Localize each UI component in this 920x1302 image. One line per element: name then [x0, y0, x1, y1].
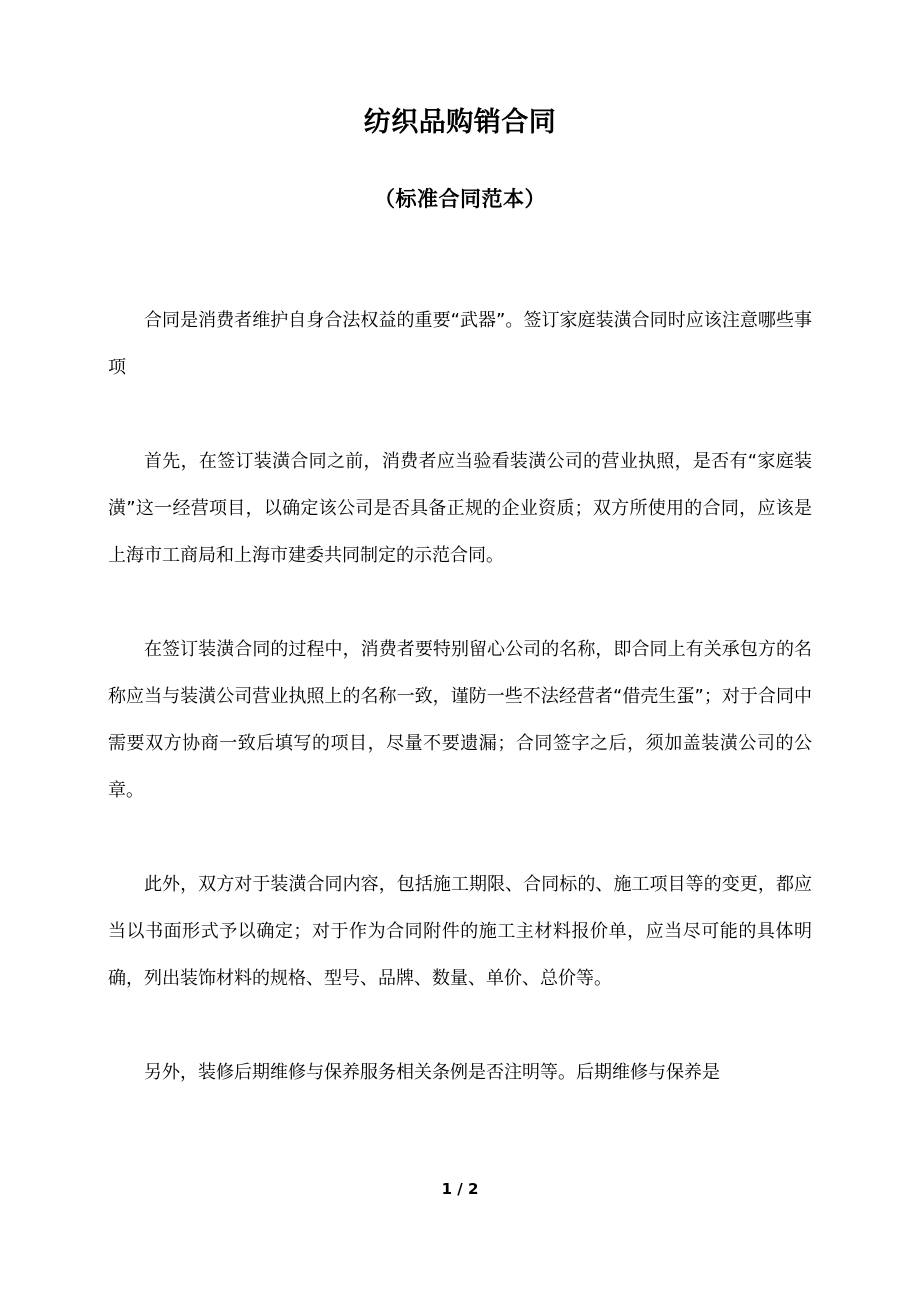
paragraph: 首先，在签订装潢合同之前，消费者应当验看装潢公司的营业执照，是否有“家庭装潢”这一经营项目，以确定该公司是否具备正规的企业资质；双方所使用的合同，应该是上海市工商局和上海市建委共同制定的示范合同。: [108, 451, 812, 566]
paragraph: 合同是消费者维护自身合法权益的重要“武器”。签订家庭装潢合同时应该注意哪些事项: [108, 310, 812, 378]
page-subtitle: （标准合同范本）: [374, 187, 546, 211]
page-number: 1 / 2: [441, 1180, 479, 1198]
paragraph: 另外，装修后期维修与保养服务相关条例是否注明等。后期维修与保养是: [144, 1062, 720, 1083]
page-title: 纺织品购销合同: [363, 107, 557, 138]
paragraph: 在签订装潢合同的过程中，消费者要特别留心公司的名称，即合同上有关承包方的名称应当与装潢公司营业执照上的名称一致，谨防一些不法经营者“借壳生蛋”；对于合同中需要双方协商一致后填写的项目，尽量不要遗漏；合同签字之后，须加盖装潢公司的公章。: [108, 639, 812, 801]
document-body: [108, 0, 812, 1096]
paragraph: 此外，双方对于装潢合同内容，包括施工期限、合同标的、施工项目等的变更，都应当以书面形式予以确定；对于作为合同附件的施工主材料报价单，应当尽可能的具体明确，列出装饰材料的规格、型号、品牌、数量、单价、总价等。: [108, 874, 812, 989]
